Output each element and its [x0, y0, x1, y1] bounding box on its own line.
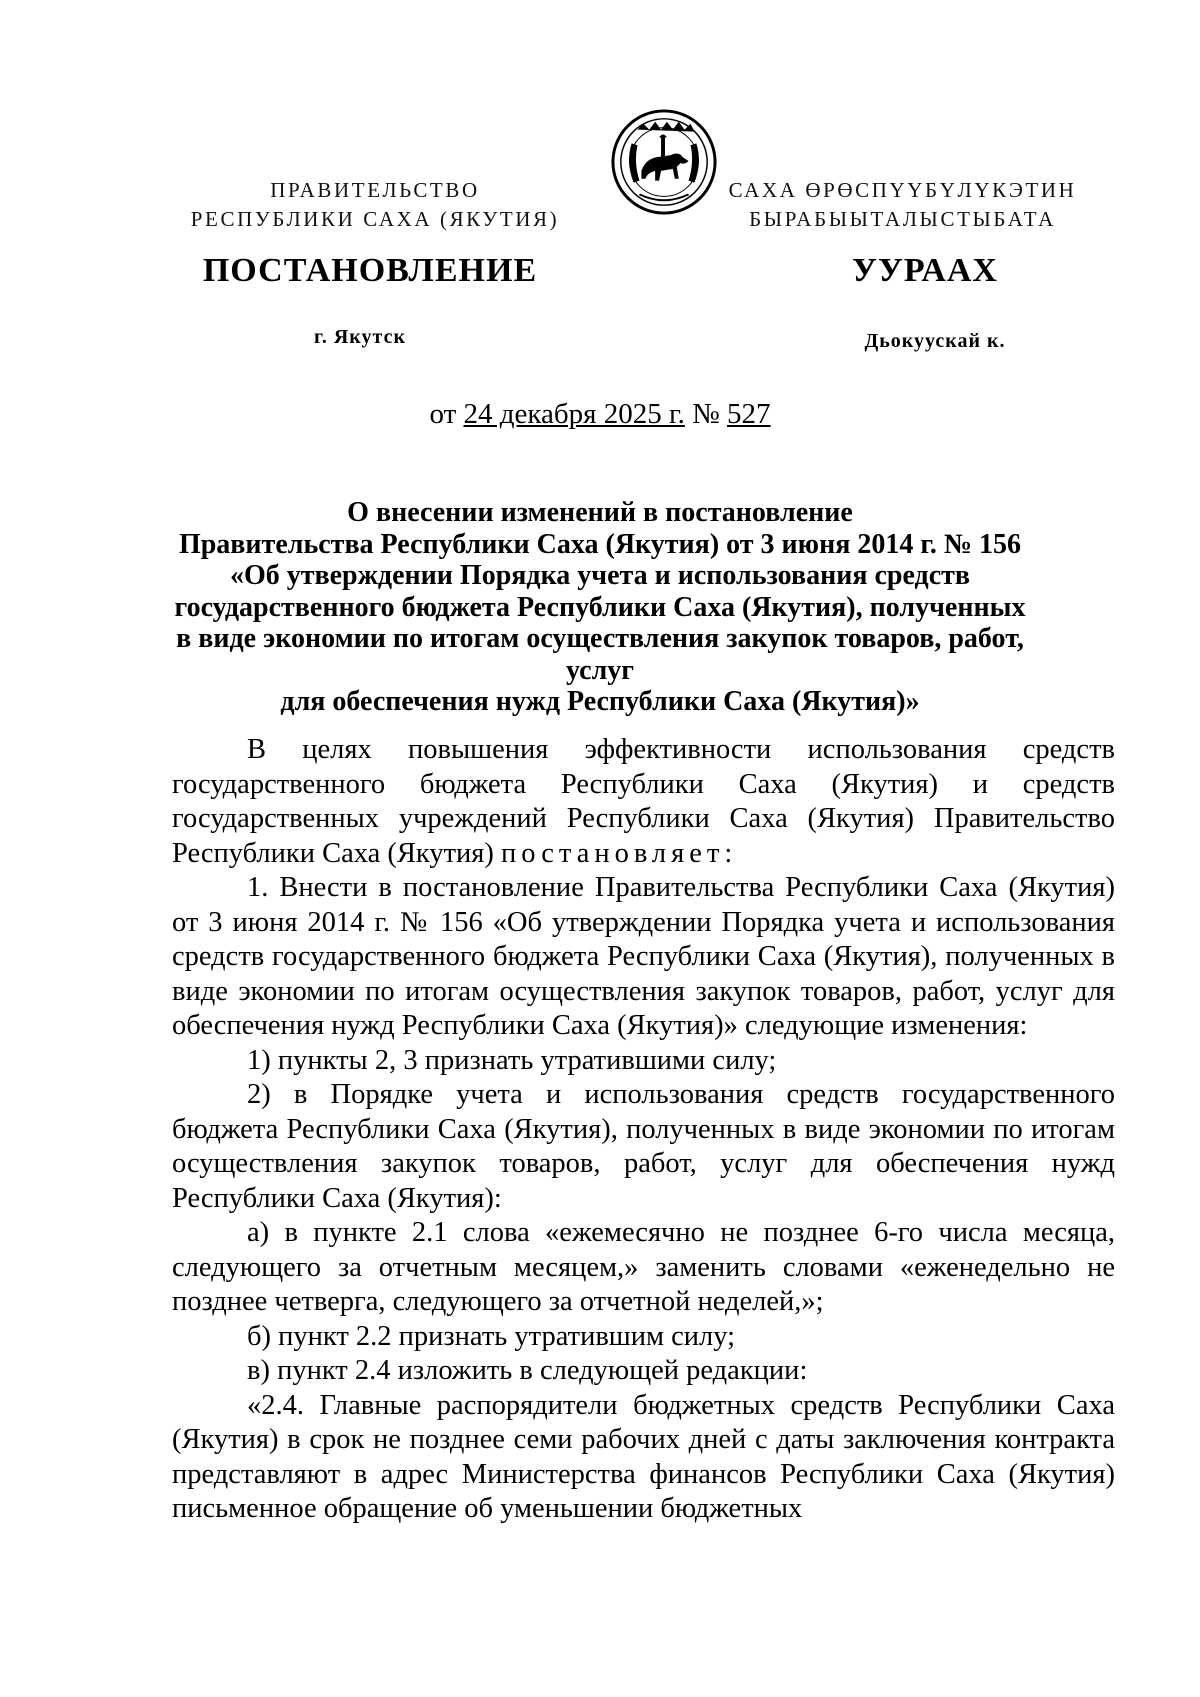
body-paragraph: а) в пункте 2.1 слова «ежемесячно не позднее 6-го числа месяца, следующего за отчетным месяцем,» заменить словами «еженедельно не позднее четверга, следующего за отчетной неделей,»;: [172, 1217, 1115, 1317]
body-paragraph: «2.4. Главные распорядители бюджетных средств Республики Саха (Якутия) в срок не позднее семи рабочих дней с даты заключения контракта представляют в адрес Министерства финансов Республики Саха (Якутия) письменное обращение об уменьшении бюджетных: [172, 1389, 1115, 1524]
document-subject: [150, 497, 1050, 718]
org-name-sah-line: БЫРАБЫЫТАЛЫСТЫБАТА: [749, 207, 1056, 231]
date-number-line: [0, 398, 1200, 431]
body-paragraph: б) пункт 2.2 признать утратившим силу;: [247, 1320, 736, 1352]
org-name-sah-line: САХА ӨРӨСПҮҮБҮЛҮКЭТИН: [728, 178, 1077, 202]
preamble-text: В целях повышения эффективности использования средств государственного бюджета Республики Саха (Якутия) и средств государственных учреждений Республики Саха (Якутия) Правительство Республики Саха (Якутия): [172, 734, 1115, 869]
coat-of-arms-icon: [610, 108, 718, 216]
city-sah: Дьокуускай к.: [864, 330, 1006, 352]
subject-line: государственного бюджета Республики Саха (Якутия), полученных: [174, 591, 1026, 623]
body-paragraph: в) пункт 2.4 изложить в следующей редакции:: [247, 1355, 808, 1386]
org-name-ru-line: РЕСПУБЛИКИ САХА (ЯКУТИЯ): [190, 207, 560, 231]
number-sign: №: [692, 398, 720, 430]
org-name-ru: [175, 176, 575, 234]
preamble-paragraph: [172, 733, 1115, 871]
subject-line: Правительства Республики Саха (Якутия) от 3 июня 2014 г. № 156: [178, 528, 1022, 560]
org-name-ru-line: ПРАВИТЕЛЬСТВО: [270, 178, 480, 202]
subject-line: «Об утверждении Порядка учета и использования средств: [229, 560, 971, 591]
doc-type-ru: ПОСТАНОВЛЕНИЕ: [202, 252, 538, 289]
subject-line: О внесении изменений в постановление: [347, 497, 853, 528]
date-prefix: от: [429, 398, 457, 430]
document-number: 527: [727, 398, 771, 430]
subject-line: для обеспечения нужд Республики Саха (Якутия)»: [280, 686, 920, 717]
document-date: 24 декабря 2025 г.: [463, 398, 685, 430]
doc-type-sah: УУРААХ: [852, 252, 998, 289]
resolves-word: постановляет:: [501, 837, 738, 869]
body-paragraph: 1) пункты 2, 3 признать утратившими силу;: [247, 1044, 777, 1076]
body-paragraph: 2) в Порядке учета и использования средств государственного бюджета Республики Саха (Якутия), полученных в виде экономии по итогам осуществления закупок товаров, работ, услуг для обеспечения нужд Республики Саха (Якутия):: [172, 1079, 1115, 1214]
body-paragraph: 1. Внести в постановление Правительства Республики Саха (Якутия) от 3 июня 2014 г. № 156 «Об утверждении Порядка учета и использования средств государственного бюджета Республики Саха (Якутия), полученных в виде экономии по итогам осуществления закупок товаров, работ, услуг для обеспечения нужд Республики Саха (Якутия)» следующие изменения:: [172, 872, 1115, 1041]
city-ru: г. Якутск: [314, 326, 406, 348]
org-name-sah: [705, 176, 1100, 234]
subject-line: в виде экономии по итогам осуществления закупок товаров, работ, услуг: [176, 623, 1024, 686]
document-body: [172, 733, 1115, 1527]
